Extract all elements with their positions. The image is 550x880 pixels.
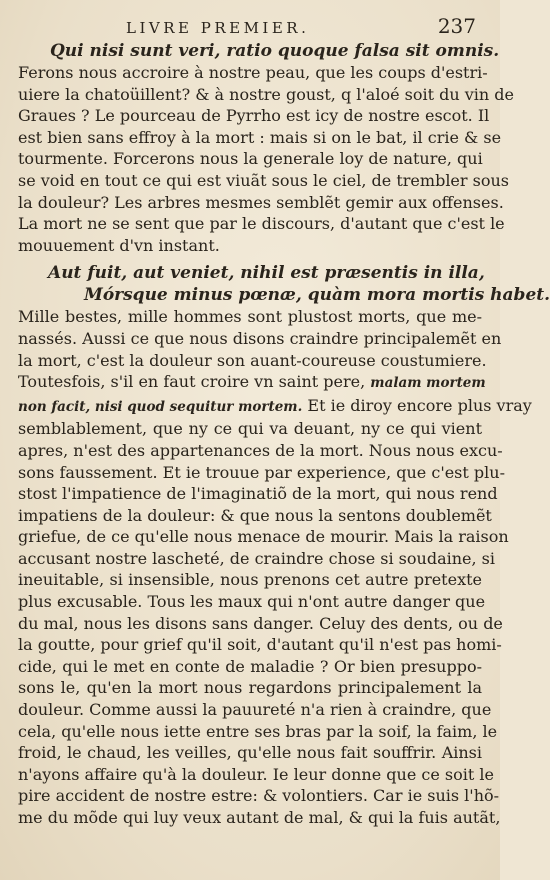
- text-line: douleur. Comme aussi la pauureté n'a rien à craindre, que: [18, 700, 492, 720]
- latin-verse: Mórsque minus pœnæ, quàm mora mortis habet.: [84, 285, 550, 306]
- text-line: sons faussement. Et ie trouue par experience, que c'est plu-: [18, 462, 505, 482]
- text-line: se void en tout ce qui est viuãt sous le ciel, de trembler sous: [18, 170, 509, 190]
- text-line: apres, n'est des appartenances de la mort. Nous nous excu-: [18, 440, 503, 460]
- text-line: cela, qu'elle nous iette entre ses bras par la soif, la faim, le: [18, 721, 498, 741]
- text-line: la douleur? Les arbres mesmes semblẽt gemir aux offenses.: [18, 192, 504, 212]
- text-line: sons le, qu'en la mort nous regardons principalement la: [18, 678, 482, 698]
- text-line: griefue, de ce qu'elle nous menace de mourir. Mais la raison: [18, 527, 509, 547]
- text-line: ineuitable, si insensible, nous prenons cet autre pretexte: [18, 570, 482, 590]
- text-line: n'ayons affaire qu'à la douleur. Ie leur donne que ce soit le: [18, 764, 494, 784]
- text-line: mouuement d'vn instant.: [18, 235, 220, 255]
- text-line: Ferons nous accroire à nostre peau, que les coups d'estri-: [18, 63, 488, 82]
- text-line: est bien sans effroy à la mort : mais si on le bat, il crie & se: [18, 127, 502, 147]
- text-line: uiere la chatoüillent? & à nostre goust, q l'aloé soit du vin de: [18, 84, 515, 104]
- page-number: 237: [437, 14, 476, 38]
- paragraph: [18, 306, 532, 828]
- text-line: [18, 395, 532, 419]
- latin-verse: Aut fuit, aut veniet, nihil est præsentis in illa,: [48, 263, 485, 284]
- text-line: me du mõde qui luy veux autant de mal, & qui la fuis autãt,: [18, 808, 501, 827]
- text-line: Graues ? Le pourceau de Pyrrho est icy de nostre escot. Il: [18, 106, 490, 126]
- text-line: accusant nostre lascheté, de craindre chose si soudaine, si: [18, 548, 495, 568]
- paragraph: [18, 62, 515, 256]
- text-line: froid, le chaud, les veilles, qu'elle nous fait souffrir. Ainsi: [18, 743, 482, 763]
- text-line: la goutte, pour grief qu'il soit, d'autant qu'il n'est pas homi-: [18, 635, 502, 655]
- text-segment: Toutesfois, s'il en faut croire vn saint pere,: [18, 372, 371, 392]
- running-title: LIVRE PREMIER.: [126, 19, 310, 37]
- text-line: stost l'impatience de l'imaginatiõ de la mort, qui nous rend: [18, 484, 498, 504]
- text-line: semblablement, que ny ce qui va deuant, ny ce qui vient: [18, 419, 482, 439]
- latin-verse: Qui nisi sunt veri, ratio quoque falsa sit omnis.: [50, 41, 500, 61]
- text-line: pire accident de nostre estre: & volontiers. Car ie suis l'hõ-: [18, 786, 500, 806]
- text-segment: Et ie diroy encore plus vray: [302, 395, 532, 415]
- text-line: nassés. Aussi ce que nous disons craindre principalemẽt en: [18, 328, 502, 348]
- text-line: La mort ne se sent que par le discours, d'autant que c'est le: [18, 214, 505, 234]
- text-line: [18, 371, 486, 395]
- latin-quote: malam mortem: [370, 375, 486, 392]
- text-line: Mille bestes, mille hommes sont plustost morts, que me-: [18, 307, 482, 327]
- text-line: tourmente. Forcerons nous la generale loy de nature, qui: [18, 149, 483, 169]
- text-line: du mal, nous les disons sans danger. Celuy des dents, ou de: [18, 613, 503, 633]
- text-line: la mort, c'est la douleur son auant-coureuse coustumiere.: [18, 350, 487, 370]
- text-line: plus excusable. Tous les maux qui n'ont autre danger que: [18, 592, 486, 612]
- running-head: [18, 14, 482, 40]
- text-line: impatiens de la douleur: & que nous la sentons doublemẽt: [18, 505, 492, 525]
- text-line: cide, qui le met en conte de maladie ? Or bien presuppo-: [18, 656, 482, 676]
- latin-quote: non facit, nisi quod sequitur mortem.: [18, 398, 303, 415]
